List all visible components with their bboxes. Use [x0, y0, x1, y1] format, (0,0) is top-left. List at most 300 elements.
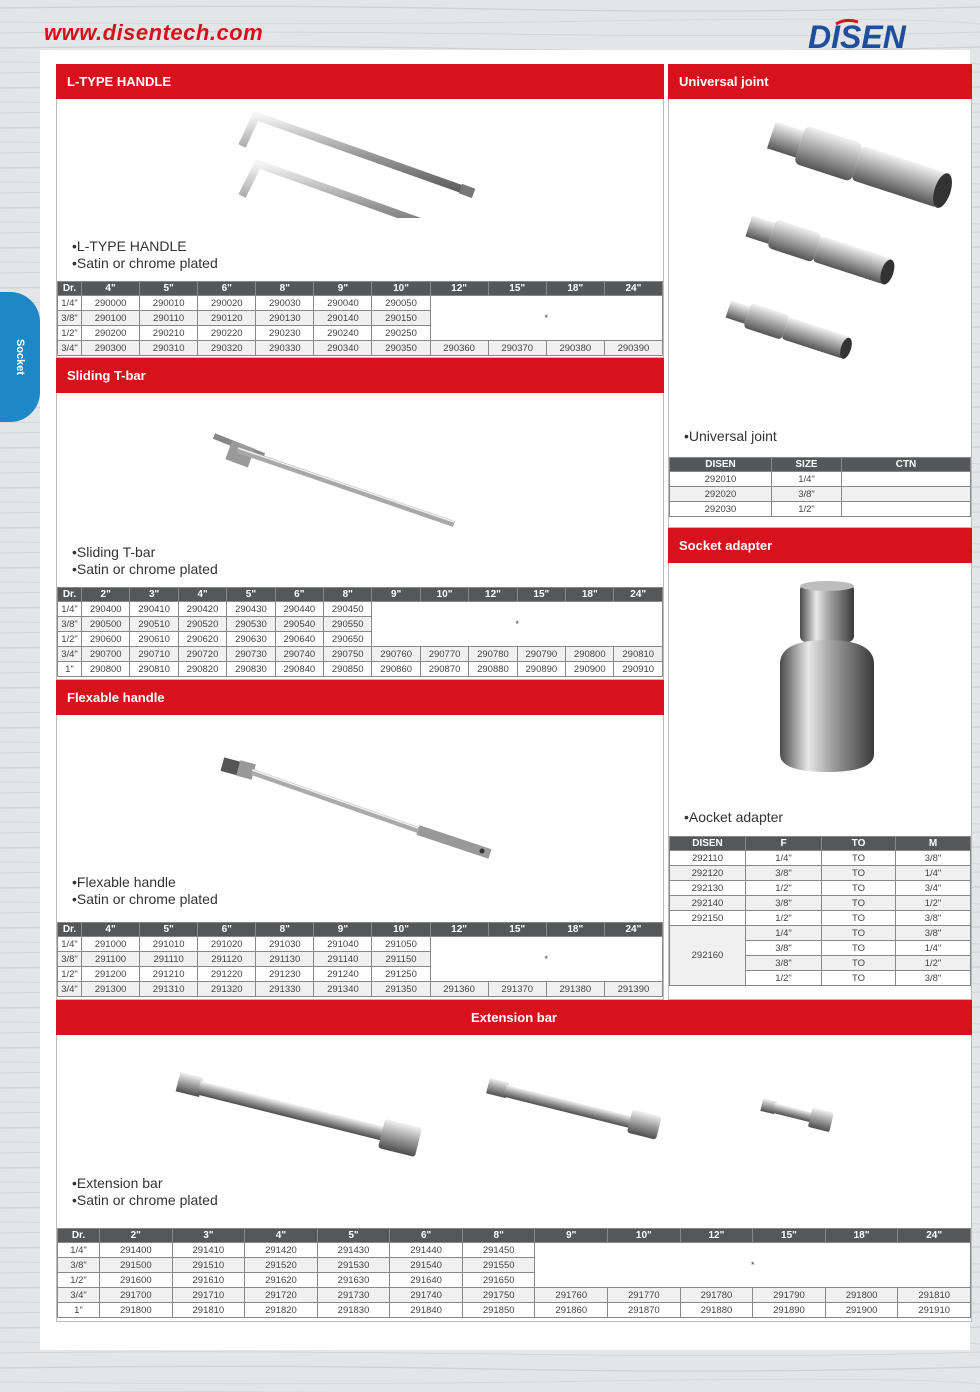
table-note: * — [535, 1243, 971, 1288]
table-cell: 1/2" — [746, 971, 822, 986]
table-cell: 290890 — [517, 662, 565, 677]
extension-bar-header — [56, 1000, 972, 1035]
col-header: 4" — [178, 588, 226, 602]
side-tab-label: Socket — [14, 338, 26, 376]
table-cell: 290770 — [420, 647, 468, 662]
table-row — [58, 662, 663, 677]
col-header: 15" — [517, 588, 565, 602]
col-header: 18" — [546, 282, 604, 296]
col-header: F — [746, 837, 822, 851]
col-header: 18" — [546, 923, 604, 937]
table-cell: 290100 — [82, 311, 140, 326]
table-cell: 292130 — [670, 881, 746, 896]
table-cell: 290760 — [372, 647, 420, 662]
col-header: 15" — [488, 923, 546, 937]
table-cell: 291730 — [317, 1288, 390, 1303]
table-row — [670, 851, 971, 866]
table-cell: 291780 — [680, 1288, 753, 1303]
flex-handle-table — [57, 922, 663, 997]
table-cell: 290150 — [372, 311, 430, 326]
socket-adapter-title: Socket adapter — [679, 538, 773, 553]
table-cell: 1/4" — [896, 866, 971, 881]
table-cell: 290030 — [256, 296, 314, 311]
col-header: 3" — [130, 588, 178, 602]
table-cell: 290390 — [604, 341, 662, 356]
table-cell: 290880 — [469, 662, 517, 677]
table-cell: 291230 — [256, 967, 314, 982]
table-cell: 291000 — [82, 937, 140, 952]
col-header: 5" — [140, 282, 198, 296]
table-cell: 3/8" — [746, 866, 822, 881]
table-cell: 290830 — [227, 662, 275, 677]
table-row — [670, 487, 971, 502]
col-header: 10" — [420, 588, 468, 602]
table-cell: 291800 — [825, 1288, 898, 1303]
table-cell: 290520 — [178, 617, 226, 632]
col-header: 12" — [469, 588, 517, 602]
table-cell: 290230 — [256, 326, 314, 341]
desc-line: •Satin or chrome plated — [72, 891, 218, 907]
table-cell: 292020 — [670, 487, 772, 502]
table-cell: 3/8" — [58, 1258, 100, 1273]
col-header: 4" — [82, 282, 140, 296]
table-cell: 292140 — [670, 896, 746, 911]
col-header: 5" — [227, 588, 275, 602]
table-cell: 1/2" — [746, 881, 822, 896]
table-cell: 291040 — [314, 937, 372, 952]
table-cell: TO — [822, 926, 896, 941]
table-cell: 290020 — [198, 296, 256, 311]
table-cell: 291300 — [82, 982, 140, 997]
table-cell: 1/4" — [896, 941, 971, 956]
extension-bar-description — [72, 1175, 218, 1209]
flex-handle-image — [218, 754, 498, 864]
table-cell: 291530 — [317, 1258, 390, 1273]
table-cell: 290040 — [314, 296, 372, 311]
table-cell: 1/4" — [58, 1243, 100, 1258]
flex-handle-description — [72, 874, 218, 908]
table-cell: 290840 — [275, 662, 323, 677]
table-cell: 291650 — [462, 1273, 535, 1288]
table-row — [58, 602, 663, 617]
table-cell: 290310 — [140, 341, 198, 356]
table-row — [58, 937, 663, 952]
table-note: * — [430, 296, 662, 341]
col-header: 9" — [314, 923, 372, 937]
col-header: 5" — [140, 923, 198, 937]
sliding-tbar-title: Sliding T-bar — [67, 368, 146, 383]
table-cell: 291330 — [256, 982, 314, 997]
table-cell: 290800 — [82, 662, 130, 677]
table-cell: 290400 — [82, 602, 130, 617]
table-cell: 291020 — [198, 937, 256, 952]
table-cell: 290910 — [614, 662, 663, 677]
table-cell: 291520 — [245, 1258, 318, 1273]
col-header: 12" — [430, 282, 488, 296]
table-cell: 290140 — [314, 311, 372, 326]
table-row — [670, 896, 971, 911]
socket-adapter-header — [668, 528, 972, 563]
table-cell: 290300 — [82, 341, 140, 356]
table-cell: 291790 — [753, 1288, 826, 1303]
table-cell: TO — [822, 851, 896, 866]
table-cell: 292010 — [670, 472, 772, 487]
table-cell: 290370 — [488, 341, 546, 356]
table-cell: 291430 — [317, 1243, 390, 1258]
table-cell: 291150 — [372, 952, 430, 967]
desc-line: •Extension bar — [72, 1175, 163, 1191]
col-header: 24" — [604, 923, 662, 937]
col-header: 10" — [608, 1229, 681, 1243]
col-header: 18" — [825, 1229, 898, 1243]
universal-joint-description: •Universal joint — [684, 428, 777, 444]
col-header: 8" — [324, 588, 372, 602]
table-cell: 3/8" — [896, 851, 971, 866]
table-cell: 291820 — [245, 1303, 318, 1318]
table-cell: 291110 — [140, 952, 198, 967]
table-cell: 290450 — [324, 602, 372, 617]
universal-joint-title: Universal joint — [679, 74, 769, 89]
table-cell: 291620 — [245, 1273, 318, 1288]
table-cell: 290700 — [82, 647, 130, 662]
extension-bar-title: Extension bar — [471, 1010, 557, 1025]
table-cell: 290120 — [198, 311, 256, 326]
col-header: 12" — [430, 923, 488, 937]
table-cell: 290800 — [566, 647, 614, 662]
table-note: * — [430, 937, 662, 982]
col-header: 4" — [245, 1229, 318, 1243]
table-cell: 290250 — [372, 326, 430, 341]
table-cell: 1/4" — [58, 937, 82, 952]
table-cell: 291240 — [314, 967, 372, 982]
table-cell: TO — [822, 911, 896, 926]
site-url[interactable]: www.disentech.com — [44, 20, 264, 45]
table-cell: 291880 — [680, 1303, 753, 1318]
table-cell: 291120 — [198, 952, 256, 967]
table-cell: 290380 — [546, 341, 604, 356]
table-row — [670, 502, 971, 517]
table-cell: 292030 — [670, 502, 772, 517]
sliding-tbar-table — [57, 587, 663, 677]
table-cell: 291870 — [608, 1303, 681, 1318]
col-header: 6" — [198, 923, 256, 937]
col-header: 9" — [372, 588, 420, 602]
col-header: DISEN — [670, 837, 746, 851]
table-cell: 291400 — [100, 1243, 173, 1258]
table-cell: 1" — [58, 1303, 100, 1318]
col-header: 2" — [100, 1229, 173, 1243]
col-header: 2" — [82, 588, 130, 602]
table-row — [670, 866, 971, 881]
table-cell: 291720 — [245, 1288, 318, 1303]
table-row — [670, 472, 971, 487]
table-cell: 291410 — [172, 1243, 245, 1258]
l-handle-table — [57, 281, 663, 356]
table-row — [58, 1243, 971, 1258]
table-cell: 1/2" — [896, 956, 971, 971]
table-row — [670, 881, 971, 896]
table-cell: 3/4" — [896, 881, 971, 896]
table-cell: 1/4" — [746, 851, 822, 866]
table-cell: 1/2" — [772, 502, 842, 517]
col-header: 12" — [680, 1229, 753, 1243]
table-cell: 290320 — [198, 341, 256, 356]
flex-handle-header — [56, 680, 664, 715]
table-cell: 291860 — [535, 1303, 608, 1318]
col-header: Dr. — [58, 923, 82, 937]
socket-adapter-image — [766, 578, 886, 778]
l-handle-title: L-TYPE HANDLE — [67, 74, 171, 89]
table-cell: 290870 — [420, 662, 468, 677]
table-cell: 291370 — [488, 982, 546, 997]
table-cell: 3/8" — [746, 896, 822, 911]
table-cell: 3/4" — [58, 341, 82, 356]
table-cell: 291030 — [256, 937, 314, 952]
col-header: 8" — [462, 1229, 535, 1243]
table-cell: 291600 — [100, 1273, 173, 1288]
l-handle-header — [56, 64, 664, 99]
svg-text:DISEN: DISEN — [808, 19, 906, 55]
table-cell: 1/2" — [896, 896, 971, 911]
table-cell: 290330 — [256, 341, 314, 356]
table-cell: TO — [822, 896, 896, 911]
side-tab-socket[interactable] — [0, 292, 40, 422]
table-cell: 290410 — [130, 602, 178, 617]
table-cell: 3/8" — [58, 952, 82, 967]
table-cell: 292110 — [670, 851, 746, 866]
table-cell: 1/4" — [746, 926, 822, 941]
table-cell: 291640 — [390, 1273, 463, 1288]
desc-line: •Flexable handle — [72, 874, 176, 890]
table-cell: 290420 — [178, 602, 226, 617]
table-cell: 291700 — [100, 1288, 173, 1303]
col-header: CTN — [842, 458, 971, 472]
table-cell: 290900 — [566, 662, 614, 677]
table-cell: 3/8" — [896, 971, 971, 986]
table-row — [58, 341, 663, 356]
table-cell: 291320 — [198, 982, 256, 997]
table-cell: 290130 — [256, 311, 314, 326]
col-header: Dr. — [58, 282, 82, 296]
col-header: TO — [822, 837, 896, 851]
table-row — [670, 911, 971, 926]
table-cell: 291630 — [317, 1273, 390, 1288]
col-header: Dr. — [58, 1229, 100, 1243]
table-cell: 291100 — [82, 952, 140, 967]
table-cell: 291550 — [462, 1258, 535, 1273]
socket-adapter-description: •Aocket adapter — [684, 809, 784, 825]
extension-bar-table — [57, 1228, 971, 1318]
table-cell: 290820 — [178, 662, 226, 677]
table-cell: 1/2" — [746, 911, 822, 926]
table-cell: 291770 — [608, 1288, 681, 1303]
table-cell: 291890 — [753, 1303, 826, 1318]
table-cell: 290790 — [517, 647, 565, 662]
table-cell: 290740 — [275, 647, 323, 662]
col-header: 5" — [317, 1229, 390, 1243]
table-cell: 1/2" — [58, 1273, 100, 1288]
l-handle-image — [220, 108, 500, 218]
table-cell: 291310 — [140, 982, 198, 997]
table-cell: 3/4" — [58, 1288, 100, 1303]
table-cell: 291710 — [172, 1288, 245, 1303]
universal-joint-header — [668, 64, 972, 99]
table-cell: 291450 — [462, 1243, 535, 1258]
table-cell: 3/4" — [58, 982, 82, 997]
col-header: 6" — [198, 282, 256, 296]
col-header: 4" — [82, 923, 140, 937]
table-cell: 3/8" — [746, 956, 822, 971]
col-header: 10" — [372, 282, 430, 296]
table-cell: 291200 — [82, 967, 140, 982]
table-cell: 291050 — [372, 937, 430, 952]
table-cell: 290540 — [275, 617, 323, 632]
table-cell: 290000 — [82, 296, 140, 311]
col-header: M — [896, 837, 971, 851]
table-cell: TO — [822, 881, 896, 896]
table-row — [58, 1303, 971, 1318]
table-cell: 291540 — [390, 1258, 463, 1273]
table-cell: 291610 — [172, 1273, 245, 1288]
table-cell: 290240 — [314, 326, 372, 341]
col-header: 9" — [535, 1229, 608, 1243]
table-cell: TO — [822, 866, 896, 881]
table-note: * — [372, 602, 663, 647]
col-header: SIZE — [772, 458, 842, 472]
disen-logo — [806, 14, 934, 60]
table-cell: 291420 — [245, 1243, 318, 1258]
table-cell: 290360 — [430, 341, 488, 356]
table-cell: 292160 — [670, 926, 746, 986]
table-cell: 290630 — [227, 632, 275, 647]
table-cell: 291800 — [100, 1303, 173, 1318]
sliding-tbar-image — [206, 428, 466, 532]
table-cell: 1/2" — [58, 632, 82, 647]
table-cell: 291750 — [462, 1288, 535, 1303]
table-cell: 290720 — [178, 647, 226, 662]
desc-line: •L-TYPE HANDLE — [72, 238, 187, 254]
col-header: 9" — [314, 282, 372, 296]
table-cell: 290200 — [82, 326, 140, 341]
table-cell — [842, 472, 971, 487]
table-cell: 290220 — [198, 326, 256, 341]
table-cell: 290710 — [130, 647, 178, 662]
table-cell: 290340 — [314, 341, 372, 356]
table-cell: 291390 — [604, 982, 662, 997]
table-cell: 290550 — [324, 617, 372, 632]
col-header: 8" — [256, 282, 314, 296]
table-cell: 290350 — [372, 341, 430, 356]
table-cell: 1/2" — [58, 326, 82, 341]
table-cell: 290210 — [140, 326, 198, 341]
socket-adapter-table — [669, 836, 971, 986]
table-cell: 291360 — [430, 982, 488, 997]
table-cell: 291440 — [390, 1243, 463, 1258]
col-header: 10" — [372, 923, 430, 937]
table-cell: 292150 — [670, 911, 746, 926]
col-header: Dr. — [58, 588, 82, 602]
sliding-tbar-header — [56, 358, 664, 393]
table-cell: 290510 — [130, 617, 178, 632]
table-cell: 290430 — [227, 602, 275, 617]
col-header: DISEN — [670, 458, 772, 472]
table-cell: 3/8" — [58, 617, 82, 632]
table-cell: 292120 — [670, 866, 746, 881]
table-cell: 291350 — [372, 982, 430, 997]
table-cell: 1" — [58, 662, 82, 677]
col-header: 8" — [256, 923, 314, 937]
table-cell: 291220 — [198, 967, 256, 982]
col-header: 6" — [275, 588, 323, 602]
flex-handle-title: Flexable handle — [67, 690, 165, 705]
table-cell: 290780 — [469, 647, 517, 662]
table-row — [58, 647, 663, 662]
table-cell: 290650 — [324, 632, 372, 647]
table-cell: 291340 — [314, 982, 372, 997]
table-cell: 3/4" — [58, 647, 82, 662]
col-header: 3" — [172, 1229, 245, 1243]
desc-line: •Satin or chrome plated — [72, 255, 218, 271]
table-cell: 290810 — [130, 662, 178, 677]
table-row — [58, 982, 663, 997]
table-cell: 291130 — [256, 952, 314, 967]
table-cell: 1/4" — [772, 472, 842, 487]
table-cell: 3/8" — [772, 487, 842, 502]
table-row — [58, 1288, 971, 1303]
col-header: 15" — [488, 282, 546, 296]
table-cell: 291380 — [546, 982, 604, 997]
table-cell: 290110 — [140, 311, 198, 326]
l-handle-description — [72, 238, 218, 272]
table-cell: 291250 — [372, 967, 430, 982]
table-cell: 1/2" — [58, 967, 82, 982]
table-cell: 290640 — [275, 632, 323, 647]
table-cell: 291900 — [825, 1303, 898, 1318]
table-row — [670, 926, 971, 941]
table-cell: 290610 — [130, 632, 178, 647]
desc-line: •Satin or chrome plated — [72, 561, 218, 577]
col-header: 6" — [390, 1229, 463, 1243]
table-cell: 3/8" — [746, 941, 822, 956]
table-cell: 290730 — [227, 647, 275, 662]
table-cell: 3/8" — [58, 311, 82, 326]
table-cell: 291840 — [390, 1303, 463, 1318]
table-cell: 291830 — [317, 1303, 390, 1318]
table-cell: 291910 — [898, 1303, 971, 1318]
table-cell: 3/8" — [896, 926, 971, 941]
table-cell — [842, 502, 971, 517]
col-header: 24" — [614, 588, 663, 602]
table-cell: 1/4" — [58, 296, 82, 311]
extension-bar-image — [170, 1068, 890, 1178]
table-cell: 291140 — [314, 952, 372, 967]
universal-joint-image — [712, 118, 962, 398]
table-cell: 291210 — [140, 967, 198, 982]
table-cell: TO — [822, 941, 896, 956]
table-cell: 290530 — [227, 617, 275, 632]
table-cell: TO — [822, 956, 896, 971]
table-cell: 291500 — [100, 1258, 173, 1273]
table-cell: 291850 — [462, 1303, 535, 1318]
table-row — [58, 296, 663, 311]
table-cell: 1/4" — [58, 602, 82, 617]
table-cell — [842, 487, 971, 502]
table-cell: 3/8" — [896, 911, 971, 926]
table-cell: TO — [822, 971, 896, 986]
table-cell: 290620 — [178, 632, 226, 647]
universal-joint-table — [669, 457, 971, 517]
col-header: 24" — [898, 1229, 971, 1243]
